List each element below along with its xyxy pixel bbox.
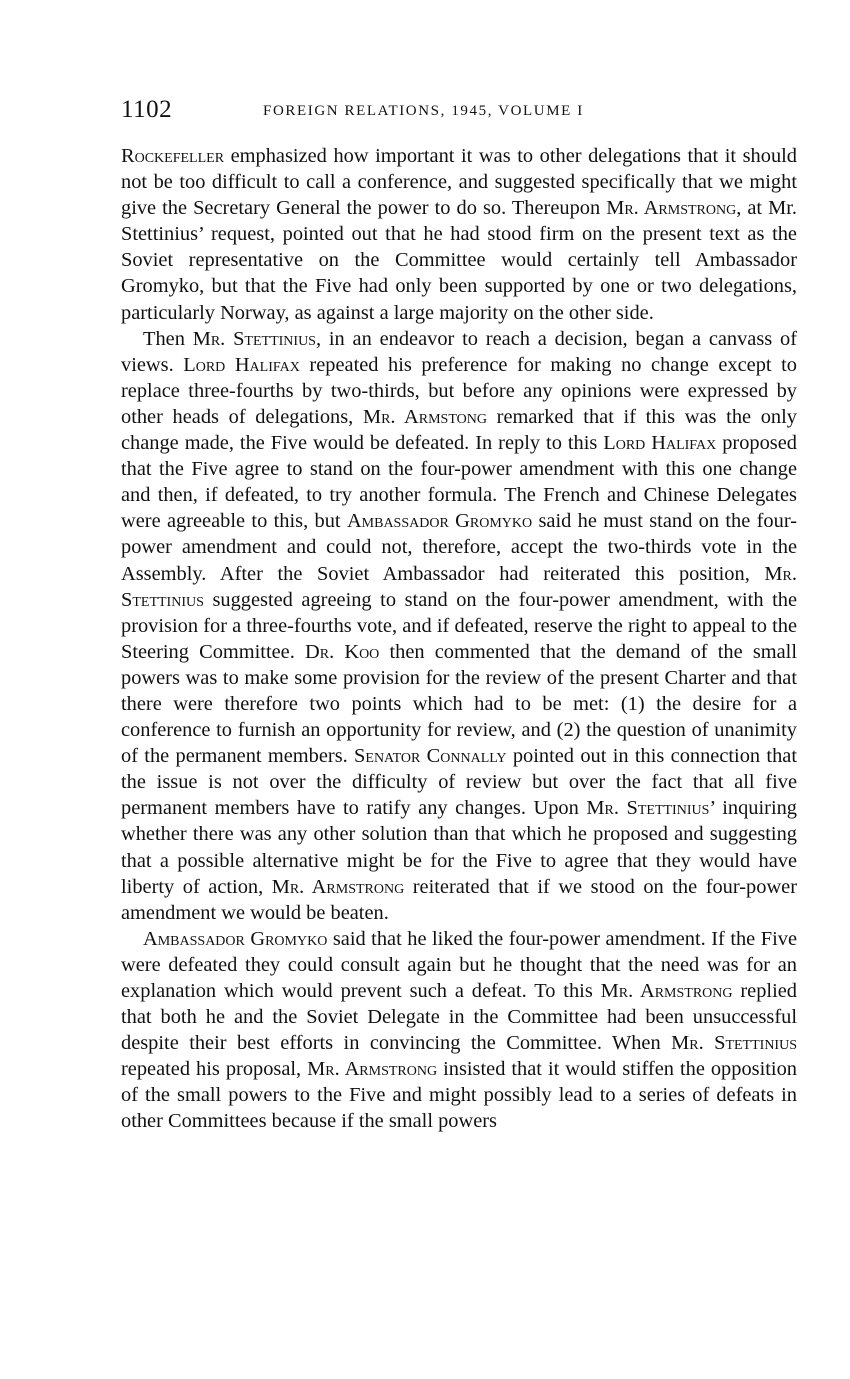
text-run: insisted that it would stiffen the opposition of the small powers to the Five and might possibly lead to a series of defeats in other Committees because if the small powers (121, 1058, 797, 1133)
speaker-name: Mr. Armstrong (606, 197, 737, 220)
text-run: replied that both he and the Soviet Delegate in the Committee had been unsuccessful despite their best efforts in convincing the Committee. When (121, 980, 797, 1055)
paragraph-2 (121, 326, 797, 926)
text-run: said that he liked the four-power amendment. If the Five were defeated they could consult again but he thought that the need was for an explanation which would prevent such a defeat. To this (121, 927, 797, 1002)
speaker-name: Mr. Armstrong (600, 980, 733, 1002)
body-text (121, 143, 797, 1135)
text-run: repeated his proposal, (121, 1058, 308, 1081)
page-number: 1102 (121, 96, 173, 123)
speaker-name: Mr. Armstong (362, 405, 487, 428)
text-run: remarked that if this was the only change made, the Five would be defeated. In reply to this (121, 405, 797, 455)
page-header (121, 94, 797, 130)
text-run: , at Mr. Stettinius’ request, pointed out that he had stood firm on the present text as the Soviet representative on the Committee would certainly tell Ambassador Gromyko, but that the Five had only been supported by one or two delegations, particularly Norway, as against a large majority on the other side. (121, 197, 797, 324)
text-run: , in an endeavor to reach a decision, began a canvass of views. (121, 327, 798, 376)
text-run: proposed that the Five agree to stand on the four-power amendment with this one change and then, if defeated, to try another formula. The French and Chinese Delegates were agreeable to this, but (121, 432, 797, 533)
speaker-name: Mr. Stettinius (671, 1032, 797, 1055)
speaker-name: Dr. Koo (305, 640, 380, 663)
text-run: then commented that the demand of the small powers was to make some provision for the review of the present Charter and that there were therefore two points which had to be met: (1) the desire for a conference to furnish an opportunity for review, and (2) the question of unanimity of the permanent members. (121, 640, 797, 768)
speaker-name: Mr. Stettinius (121, 562, 797, 611)
speaker-name: Mr. Stettinius (192, 327, 316, 350)
speaker-name: Lord Halifax (183, 353, 300, 376)
text-run: suggested agreeing to stand on the four-power amendment, with the provision for a three-fourths vote, and if defeated, reserve the right to appeal to the Steering Committee. (121, 588, 797, 663)
speaker-name: Mr. Stettinius (586, 797, 710, 820)
text-run: Then (143, 327, 193, 350)
speaker-name: Rockefeller (121, 145, 225, 167)
speaker-name: Lord Halifax (603, 432, 717, 455)
running-head: FOREIGN RELATIONS, 1945, VOLUME I (263, 103, 584, 119)
speaker-name: Senator Connally (354, 745, 507, 768)
speaker-name: Mr. Armstrong (271, 875, 405, 898)
text-run: reiterated that if we stood on the four-power amendment we would be beaten. (121, 875, 798, 924)
text-run: repeated his preference for making no change except to replace three-fourths by two-thirds, but before any opinions were expressed by other heads of delegations, (121, 353, 797, 428)
paragraph-1 (121, 143, 797, 326)
paragraph-3 (121, 926, 797, 1135)
text-run: emphasized how important it was to other delegations that it should not be too difficult to call a conference, and suggested specifically that we might give the Secretary General the power to do so. Thereupon (121, 145, 797, 220)
text-run: said he must stand on the four-power amendment and could not, therefore, accept the two-thirds vote in the Assembly. After the Soviet Ambassador had reiterated this position, (121, 510, 797, 585)
speaker-name: Ambassador Gromyko (346, 510, 533, 533)
text-run: pointed out in this connection that the issue is not over the difficulty of review but over the fact that all five permanent members have to ratify any changes. Upon (121, 745, 797, 820)
speaker-name: Mr. Armstrong (307, 1058, 438, 1081)
text-run: ’ inquiring whether there was any other solution than that which he proposed and suggesting that a possible alternative might be for the Five to agree that they would have liberty of action, (121, 797, 797, 898)
speaker-name: Ambassador Gromyko (143, 927, 328, 950)
